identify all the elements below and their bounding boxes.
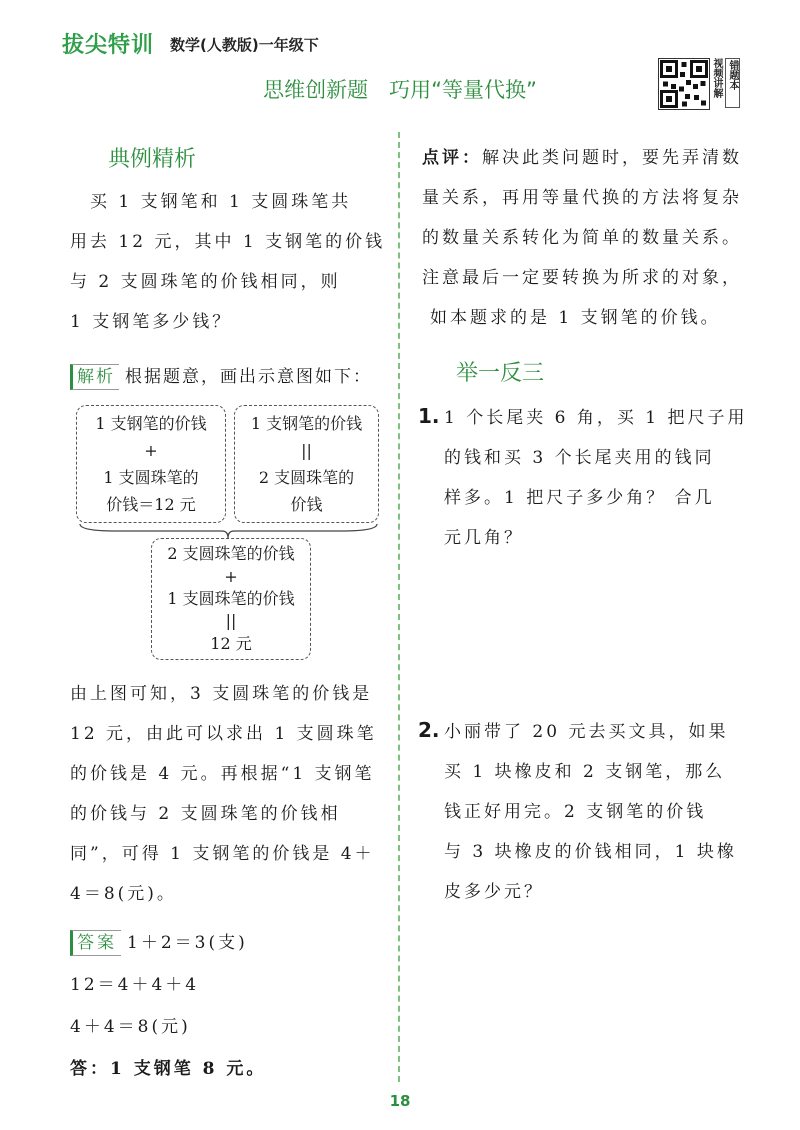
- question-text: [444, 712, 768, 912]
- page-title: 思维创新题 巧用“等量代换”: [263, 78, 537, 102]
- example-section-title: 典例精析: [108, 147, 197, 172]
- question-line: 与 3 块橡皮的价钱相同，1 块橡: [444, 842, 737, 862]
- question-number: 1.: [418, 404, 440, 428]
- diagram-box-equal: [234, 405, 379, 523]
- question-1: [418, 398, 768, 558]
- diagram-text: 价钱: [290, 494, 323, 514]
- explanation-line: 的价钱与 2 支圆珠笔的价钱相: [70, 804, 341, 824]
- question-line: 皮多少元？: [444, 882, 544, 902]
- analysis-explanation: [70, 674, 395, 914]
- page-number: 18: [389, 1092, 411, 1110]
- diagram-equal: ||: [225, 611, 237, 631]
- diagram-text: 1 支钢笔的价钱: [95, 413, 207, 433]
- book-subject: 数学(人教版)一年级下: [170, 36, 319, 54]
- comment-line: [422, 138, 762, 178]
- example-problem: [70, 182, 395, 342]
- diagram-plus: +: [144, 440, 158, 460]
- comment-block: [422, 138, 762, 338]
- comment-line: 如本题求的是 1 支钢笔的价钱。: [430, 308, 721, 328]
- answer-tag: 答案: [70, 930, 121, 956]
- diagram-box-result: [151, 538, 311, 660]
- question-number: 2.: [418, 718, 440, 742]
- diagram-text: 2 支圆珠笔的价钱: [167, 544, 295, 564]
- question-line: 钱正好用完。2 支钢笔的价钱: [444, 802, 707, 822]
- diagram-text: 1 支钢笔的价钱: [250, 413, 363, 433]
- question-line: 1 个长尾夹 6 角，买 1 把尺子用: [444, 408, 748, 428]
- answer-line: [70, 922, 395, 964]
- analysis-intro: 根据题意，画出示意图如下：: [125, 367, 372, 387]
- answer-block: [70, 922, 395, 1090]
- qr-labels: [710, 58, 742, 108]
- explanation-line: 4＝8(元)。: [70, 884, 177, 904]
- diagram-plus: +: [224, 566, 238, 586]
- diagram-box-total: [76, 405, 226, 523]
- diagram-equal: ||: [301, 440, 312, 460]
- diagram-text: 12 元: [210, 633, 252, 653]
- diagram-text: 2 支圆珠笔的: [258, 467, 355, 487]
- comment-line: 的数量关系转化为简单的数量关系。: [422, 228, 742, 248]
- problem-line: 1 支钢笔多少钱？: [70, 312, 233, 332]
- diagram-text: 1 支圆珠笔的价钱: [167, 588, 295, 608]
- qr-label-video: 视频讲解: [711, 58, 722, 98]
- explanation-line: 同”，可得 1 支钢笔的价钱是 4＋: [70, 844, 375, 864]
- question-line: 元几角？: [444, 528, 524, 548]
- problem-line: 买 1 支钢笔和 1 支圆珠笔共: [70, 192, 352, 212]
- question-line: 小丽带了 20 元去买文具，如果: [444, 722, 729, 742]
- answer-final: 答：1 支钢笔 8 元。: [70, 1059, 267, 1079]
- explanation-line: 12 元，由此可以求出 1 支圆珠笔: [70, 724, 377, 744]
- question-2: [418, 712, 768, 912]
- diagram-text: 价钱＝12 元: [106, 494, 196, 514]
- explanation-line: 由上图可知，3 支圆珠笔的价钱是: [70, 684, 373, 704]
- comment-text: 解决此类问题时，要先弄清数: [482, 148, 742, 168]
- column-divider: [398, 132, 400, 1082]
- brand-logo: 拔尖特训: [62, 33, 155, 58]
- answer-text: 1＋2＝3(支): [127, 933, 248, 953]
- analysis-intro-row: [70, 362, 372, 390]
- qr-label-mistakes: 错题本: [725, 58, 740, 108]
- answer-line: 12＝4＋4＋4: [70, 975, 200, 995]
- problem-line: 与 2 支圆珠笔的价钱相同，则: [70, 272, 341, 292]
- comment-line: 注意最后一定要转换为所求的对象，: [422, 268, 742, 288]
- question-line: 的钱和买 3 个长尾夹用的钱同: [444, 448, 715, 468]
- practice-section-title: 举一反三: [456, 361, 545, 386]
- diagram-text: 1 支圆珠笔的: [103, 467, 199, 487]
- analysis-tag: 解析: [70, 364, 119, 390]
- comment-line: 量关系，再用等量代换的方法将复杂: [422, 188, 742, 208]
- comment-label: 点评：: [422, 148, 482, 168]
- question-text: [444, 398, 768, 558]
- problem-line: 用去 12 元，其中 1 支钢笔的价钱: [70, 232, 386, 252]
- qr-code-icon[interactable]: [658, 58, 710, 110]
- answer-line: 4＋4＝8(元): [70, 1017, 191, 1037]
- question-line: 买 1 块橡皮和 2 支钢笔，那么: [444, 762, 726, 782]
- explanation-line: 的价钱是 4 元。再根据“1 支钢笔: [70, 764, 375, 784]
- question-line: 样多。1 把尺子多少角？ 合几: [444, 488, 715, 508]
